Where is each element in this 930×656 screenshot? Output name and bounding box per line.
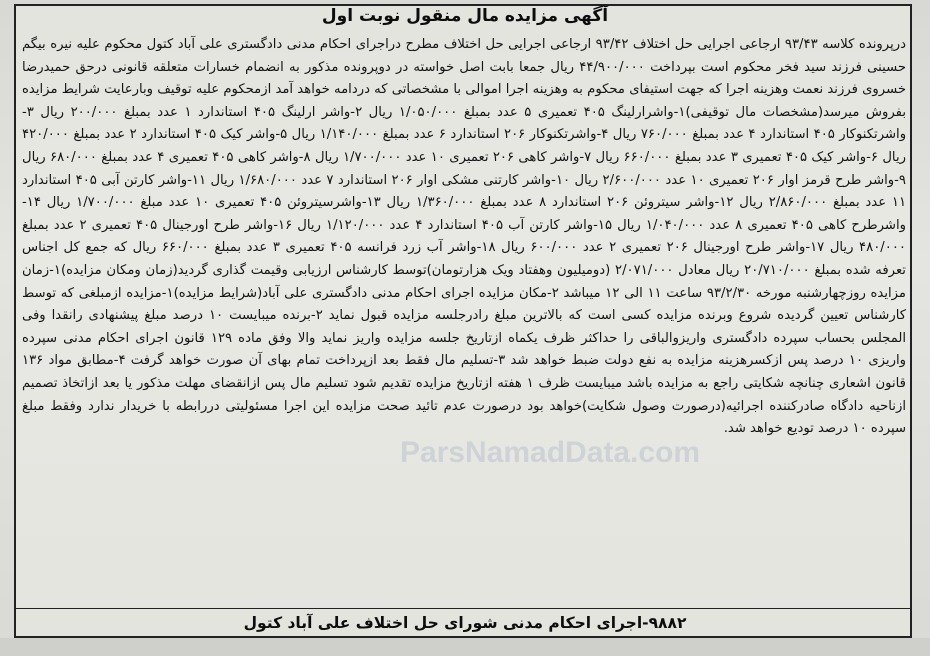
footer-divider	[14, 608, 912, 609]
notice-paragraph: درپرونده کلاسه ۹۳/۴۳ ارجاعی اجرایی حل اختلاف ۹۳/۴۲ ارجاعی اجرایی حل اختلاف مطرح دراجرای احکام مدنی دادگستری علی آباد کتول محکوم علیه نیره بیگم حسینی فرزند سید فخر محکوم است بپرداخت ۴۴/۹۰۰/۰۰۰ ریال جمعا بابت اصل خواسته در دوپرونده مذکور به انضمام خسارات متعلقه قانونی درحق حمیدرضا خسروی فرزند نعمت وهزینه اجرا که جهت استیفای محکوم به وهزینه اجرا اموالی با مشخصاتی که دردامه خواهد آمد ازمحکوم علیه توقیف وبارعایت شرایط مزایده بفروش میرسد(مشخصات مال توقیفی)۱-واشرارلینگ ۴۰۵ تعمیری ۵ عدد بمبلغ ۱/۰۵۰/۰۰۰ ریال ۲-واشر ارلینگ ۴۰۵ استاندارد ۱ عدد بمبلغ ۲۰۰/۰۰۰ ریال ۳-واشرتکنوکار ۴۰۵ استاندارد ۴ عدد بمبلغ ۷۶۰/۰۰۰ ریال ۴-واشرتکنوکار ۲۰۶ استاندارد ۶ عدد بمبلغ ۱/۱۴۰/۰۰۰ ریال ۵-واشر کیک ۴۰۵ استاندارد ۲ عدد بمبلغ ۴۲۰/۰۰۰ ریال ۶-واشر کیک ۴۰۵ تعمیری ۳ عدد بمبلغ ۶۶۰/۰۰۰ ریال ۷-واشر کاهی ۲۰۶ تعمیری ۱۰ عدد ۱/۷۰۰/۰۰۰ ریال ۸-واشر کاهی ۴۰۵ تعمیری ۴ عدد بمبلغ ۶۸۰/۰۰۰ ریال ۹-واشر طرح قرمز اوار ۲۰۶ تعمیری ۱۰ عدد ۲/۶۰۰/۰۰۰ ریال ۱۰-واشر کارتنی مشکی اوار ۲۰۶ استاندارد ۷ عدد ۱/۶۸۰/۰۰۰ ریال ۱۱-واشر کارتن آبی ۴۰۵ استاندارد ۱۱ عدد بمبلغ ۲/۸۶۰/۰۰۰ ریال ۱۲-واشر سیتروئن ۲۰۶ استاندارد ۸ عدد بمبلغ ۱/۳۶۰/۰۰۰ ریال ۱۳-واشرسیتروئن ۴۰۵ تعمیری ۱۰ عدد مبلغ ۱/۷۰۰/۰۰۰ ریال ۱۴-واشرطرح کاهی ۴۰۵ تعمیری ۸ عدد ۱/۰۴۰/۰۰۰ ریال ۱۵-واشر کارتن آب ۴۰۵ استاندارد ۴ عدد ۱/۱۲۰/۰۰۰ ریال ۱۶-واشر طرح اورجینال ۴۰۵ تعمیری ۲ عدد بمبلغ ۴۸۰/۰۰۰ ریال ۱۷-واشر طرح اورجینال ۲۰۶ تعمیری ۲ عدد ۶۰۰/۰۰۰ ریال ۱۸-واشر آب زرد فرانسه ۴۰۵ تعمیری ۳ عدد بمبلغ ۶۶۰/۰۰۰ ریال که جمع کل اجناس تعرفه شده بمبلغ ۲۰/۷۱۰/۰۰۰ ریال معادل ۲/۰۷۱/۰۰۰ (دومیلیون وهفتاد ویک هزارتومان)توسط کارشناس ارزیابی وقیمت گذاری گردید(زمان ومکان مزایده)۱-زمان مزایده روزچهارشنبه مورخه ۹۳/۲/۳۰ ساعت ۱۱ الی ۱۲ میباشد ۲-مکان مزایده اجرای احکام مدنی دادگستری علی آباد(شرایط مزایده)۱-مزایده ازمبلغی که توسط کارشناس تعیین گردیده شروع وبرنده مزایده کسی است که بالاترین مبلغ رادرجلسه مزایده قبول نماید ۲-برنده میبایست ۱۰ درصد مبلغ پیشنهادی رانقدا وفی المجلس بحساب سپرده دادگستری واریزوالباقی را حداکثر ظرف یکماه ازتاریخ جلسه مزایده واریز نماید والا وفق ماده ۱۲۹ قانون اجرای احکام مدنی سپرده واریزی ۱۰ درصد پس ازکسرهزینه مزایده به نفع دولت ضبط خواهد شد ۳-تسلیم مال فقط بعد ازپرداخت تمام بهای آن صورت خواهد گرفت ۴-مطابق مواد ۱۳۶ قانون اشعاری چنانچه شکایتی راجع به مزایده باشد میبایست ظرف ۱ هفته ازتاریخ مزایده تقدیم شود تسلیم مال پس ازانقضای مهلت مذکور یا بعد ازاتخاذ تصمیم ازناحیه دادگاه صادرکننده اجرائیه(درصورت وصول شکایت)خواهد بود درصورت عدم تائید صحت مزایده این اجرا مسئولیتی دررابطه با خریدار ندارد وفقط مبلغ سپرده ۱۰ درصد تودیع خواهد شد.	[22, 37, 907, 437]
notice-signature: ۹۸۸۲-اجرای احکام مدنی شورای حل اختلاف علی آباد کتول	[243, 614, 687, 632]
notice-title: آگهی مزایده مال منقول نوبت اول	[321, 6, 609, 26]
page-edge	[0, 638, 930, 656]
notice-body	[22, 34, 906, 441]
watermark-text: ParsNamadData.com	[400, 436, 700, 469]
watermark-logo	[400, 420, 700, 490]
